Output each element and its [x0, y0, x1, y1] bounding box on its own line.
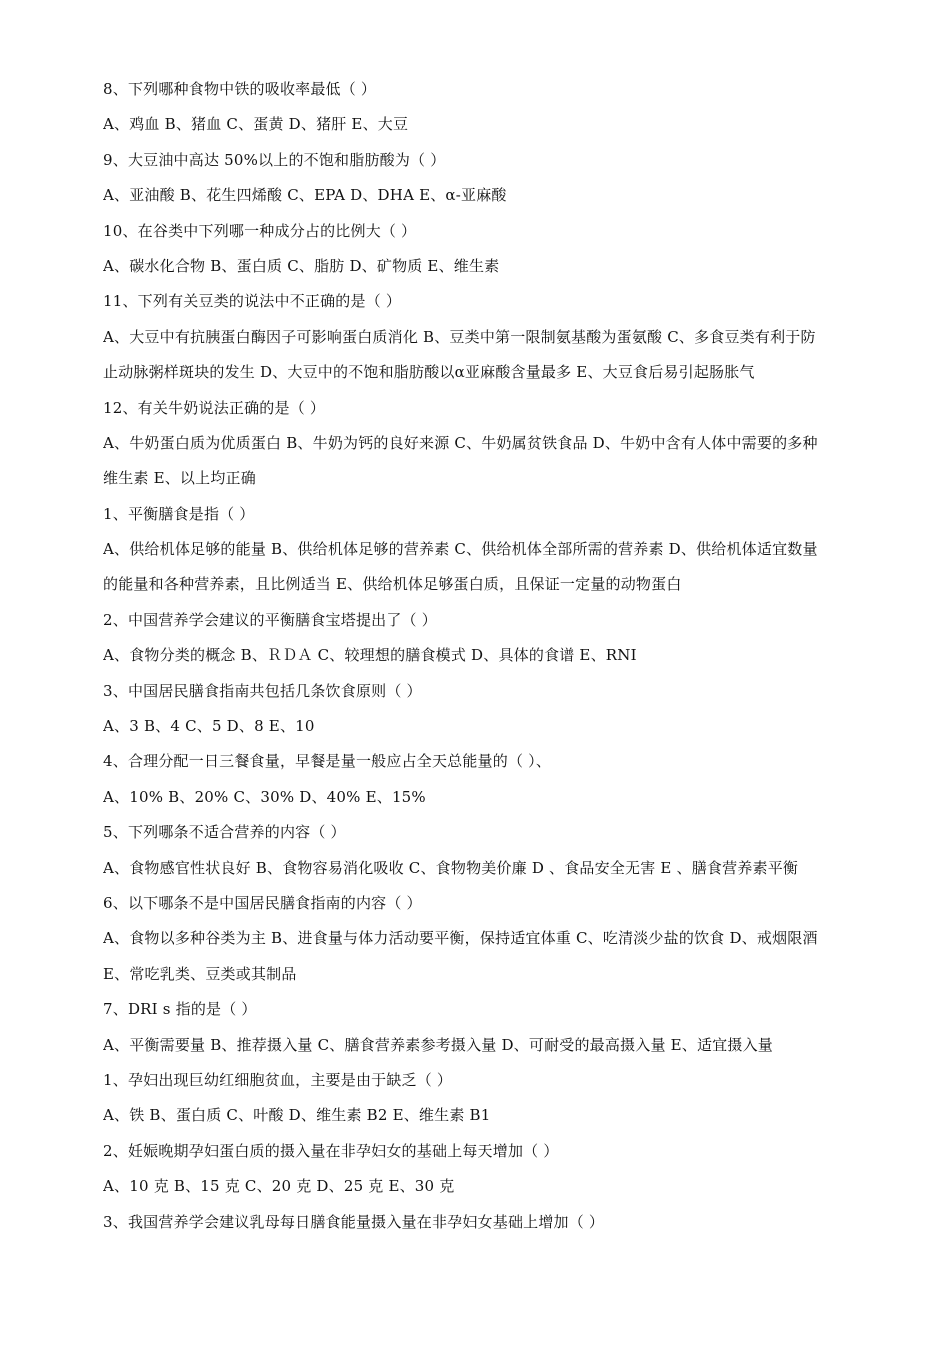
question-text: 2、妊娠晚期孕妇蛋白质的摄入量在非孕妇女的基础上每天增加（ ） — [103, 1141, 559, 1160]
question-text: 5、下列哪条不适合营养的内容（ ） — [103, 823, 346, 842]
answer-options: A、食物分类的概念 B、ＲＤＡ C、较理想的膳食模式 D、具体的食谱 E、RNI — [103, 646, 637, 665]
question-text: 7、DRI s 指的是（ ） — [103, 1000, 257, 1019]
answer-options: A、10 克 B、15 克 C、20 克 D、25 克 E、30 克 — [103, 1177, 455, 1196]
answer-options: A、大豆中有抗胰蛋白酶因子可影响蛋白质消化 B、豆类中第一限制氨基酸为蛋氨酸 C、多食豆类有利于防 — [103, 327, 816, 346]
answer-options: A、食物感官性状良好 B、食物容易消化吸收 C、食物物美价廉 D 、食品安全无害 E 、膳食营养素平衡 — [103, 858, 799, 877]
answer-options-continued: 的能量和各种营养素，且比例适当 E、供给机体足够蛋白质，且保证一定量的动物蛋白 — [103, 575, 682, 594]
question-list — [103, 72, 855, 1240]
answer-options: A、3 B、4 C、5 D、8 E、10 — [103, 717, 315, 736]
question-text: 3、我国营养学会建议乳母每日膳食能量摄入量在非孕妇女基础上增加（ ） — [103, 1212, 605, 1231]
question-text: 9、大豆油中高达 50%以上的不饱和脂肪酸为（ ） — [103, 150, 446, 169]
answer-options: A、牛奶蛋白质为优质蛋白 B、牛奶为钙的良好来源 C、牛奶属贫铁食品 D、牛奶中含有人体中需要的多种 — [103, 433, 818, 452]
question-text: 12、有关牛奶说法正确的是（ ） — [103, 398, 326, 417]
answer-options: A、食物以多种谷类为主 B、进食量与体力活动要平衡，保持适宜体重 C、吃清淡少盐的饮食 D、戒烟限酒 — [103, 929, 818, 948]
answer-options-continued: 止动脉粥样斑块的发生 D、大豆中的不饱和脂肪酸以α亚麻酸含量最多 E、大豆食后易引起肠胀气 — [103, 363, 755, 382]
answer-options: A、供给机体足够的能量 B、供给机体足够的营养素 C、供给机体全部所需的营养素 D、供给机体适宜数量 — [103, 540, 818, 559]
question-text: 2、中国营养学会建议的平衡膳食宝塔提出了（ ） — [103, 610, 437, 629]
answer-options-continued: 维生素 E、以上均正确 — [103, 469, 256, 488]
answer-options: A、亚油酸 B、花生四烯酸 C、EPA D、DHA E、α-亚麻酸 — [103, 186, 507, 205]
answer-options: A、10% B、20% C、30% D、40% E、15% — [103, 787, 426, 806]
answer-options: A、鸡血 B、猪血 C、蛋黄 D、猪肝 E、大豆 — [103, 115, 409, 134]
question-text: 1、平衡膳食是指（ ） — [103, 504, 255, 523]
answer-options: A、平衡需要量 B、推荐摄入量 C、膳食营养素参考摄入量 D、可耐受的最高摄入量 E、适宜摄入量 — [103, 1035, 773, 1054]
answer-options-continued: E、常吃乳类、豆类或其制品 — [103, 964, 297, 983]
answer-options: A、铁 B、蛋白质 C、叶酸 D、维生素 B2 E、维生素 B1 — [103, 1106, 491, 1125]
question-text: 8、下列哪种食物中铁的吸收率最低（ ） — [103, 80, 377, 98]
question-text: 3、中国居民膳食指南共包括几条饮食原则（ ） — [103, 681, 422, 700]
question-text: 4、合理分配一日三餐食量，早餐是量一般应占全天总能量的（ ）、 — [103, 752, 552, 771]
answer-options: A、碳水化合物 B、蛋白质 C、脂肪 D、矿物质 E、维生素 — [103, 256, 500, 275]
question-text: 11、下列有关豆类的说法中不正确的是（ ） — [103, 292, 402, 311]
question-text: 6、以下哪条不是中国居民膳食指南的内容（ ） — [103, 893, 422, 912]
question-text: 10、在谷类中下列哪一种成分占的比例大（ ） — [103, 221, 417, 240]
question-text: 1、孕妇出现巨幼红细胞贫血，主要是由于缺乏（ ） — [103, 1070, 453, 1089]
